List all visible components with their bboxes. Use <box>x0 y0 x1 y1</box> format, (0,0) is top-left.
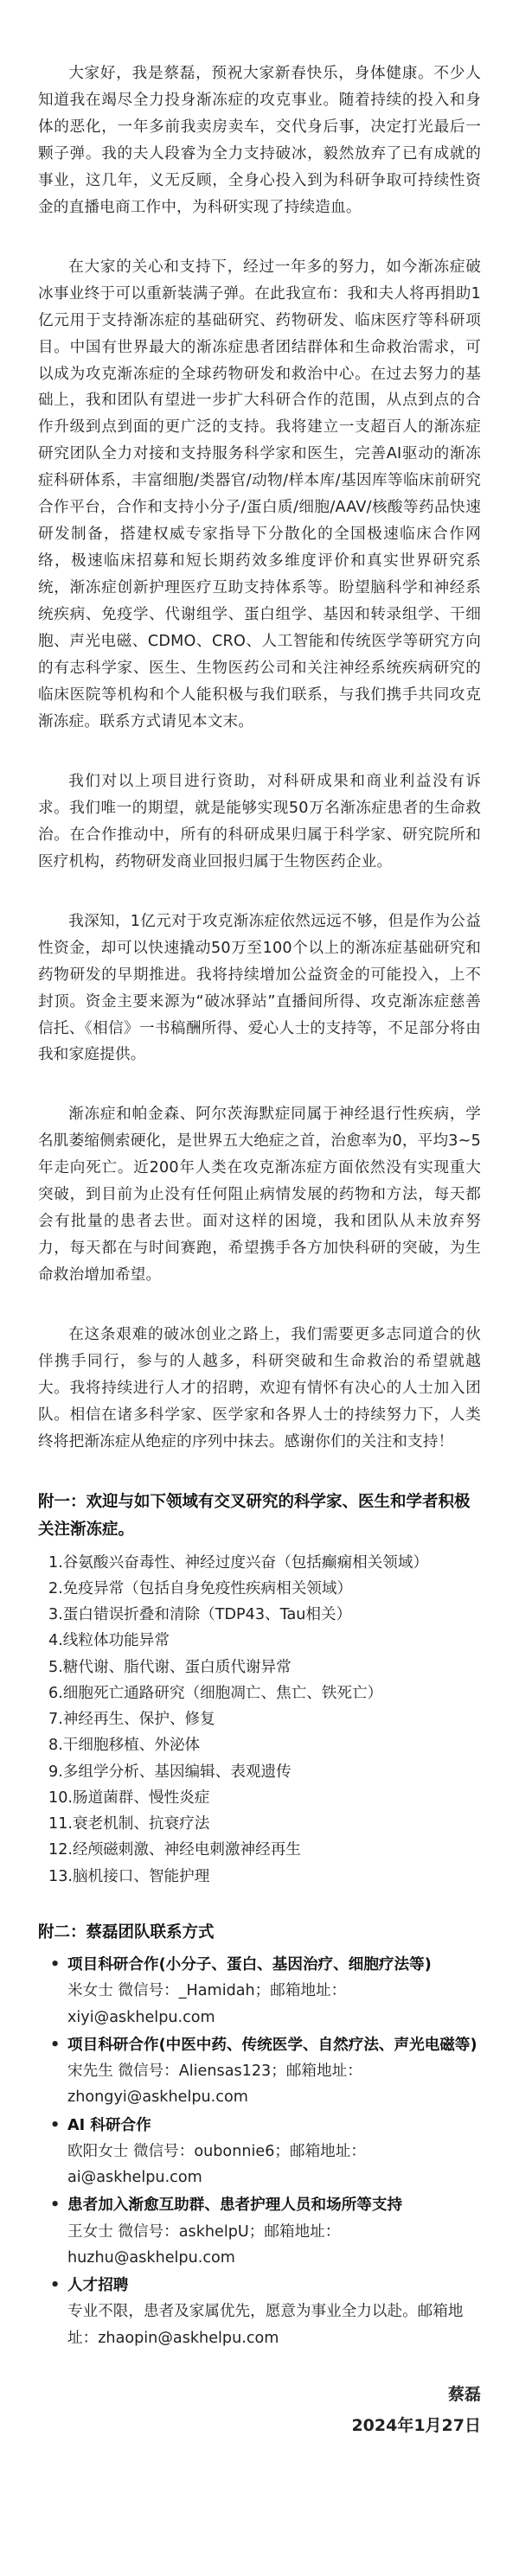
contact-person: 米女士 微信号：_Hamidah；邮箱地址： <box>67 1982 347 2000</box>
paragraph-donation: 在大家的关心和支持下，经过一年多的努力，如今渐冻症破冰事业终于可以重新装满子弹。在此我宣布：我和夫人将再捐助1亿元用于支持渐冻症的基础研究、药物研发、临床医疗等科研项目。中国有世界最大的渐冻症患者团结群体和生命救治需求，可以成为攻克渐冻症的全球药物研发和救治中心。在过去努力的基础上，我和团队有望进一步扩大科研合作的范围，从点到点的合作升级到点到面的更广泛的支持。我将建立一支超百人的渐冻症研究团队全力对接和支持服务科学家和医生，完善AI驱动的渐冻症科研体系，丰富细胞/类器官/动物/样本库/基因库等临床前研究合作平台，合作和支持小分子/蛋白质/细胞/AAV/核酸等药品快速研发制备，搭建权威专家指导下分散化的全国极速临床合作网络，极速临床招募和短长期药效多维度评价和真实世界研究系统，渐冻症创新护理医疗互助支持体系等。盼望脑科学和神经系统疾病、免疫学、代谢组学、蛋白组学、基因和转录组学、干细胞、声光电磁、CDMO、CRO、人工智能和传统医学等研究方向的有志科学家、医生、生物医药公司和关注神经系统疾病研究的临床医院等机构和个人能积极与我们联系，与我们携手共同攻克渐冻症。联系方式请见本文末。 <box>38 258 481 730</box>
contact-item-research-molecular <box>50 1952 481 2031</box>
appendix-contacts <box>38 1919 481 2351</box>
appendix-2-title: 附二：蔡磊团队联系方式 <box>38 1922 215 1942</box>
contact-list <box>38 1952 481 2351</box>
bullet-icon: • <box>50 2036 61 2054</box>
contact-email[interactable]: xiyi@askhelpu.com <box>67 2008 215 2026</box>
contact-category: AI 科研合作 <box>67 2116 151 2134</box>
paragraph-disease-background: 渐冻症和帕金森、阿尔茨海默症同属于神经退行性疾病，学名肌萎缩侧索硬化，是世界五大绝症之首，治愈率为0，平均3~5年走向死亡。近200年人类在攻克渐冻症方面依然没有实现重大突破，到目前为止没有任何阻止病情发展的药物和方法，每天都会有批量的患者去世。面对这样的困境，我和团队从未放弃努力，每天都在与时间赛跑，希望携手各方加快科研的突破，为生命救治增加希望。 <box>38 1106 481 1285</box>
signature-date: 2024年1月27日 <box>351 2416 481 2436</box>
signature-name: 蔡磊 <box>447 2384 481 2404</box>
contact-category: 人才招聘 <box>67 2277 129 2295</box>
contact-item-recruitment <box>50 2273 481 2351</box>
research-field-item: 9.多组学分析、基因编辑、表观遗传 <box>48 1763 292 1781</box>
contact-person: 欧阳女士 微信号：oubonnie6；邮箱地址： <box>67 2142 366 2160</box>
contact-category: 患者加入渐愈互助群、患者护理人员和场所等支持 <box>67 2197 403 2215</box>
contact-email[interactable]: ai@askhelpu.com <box>67 2169 202 2187</box>
contact-item-research-tcm <box>50 2032 481 2111</box>
research-field-item: 3.蛋白错误折叠和清除（TDP43、Tau相关） <box>48 1606 352 1624</box>
paragraph-funding-terms: 我们对以上项目进行资助，对科研成果和商业利益没有诉求。我们唯一的期望，就是能够实现50万名渐冻症患者的生命救治。在合作推动中，所有的科研成果归属于科学家、研究院所和医疗机构，药物研发商业回报归属于生物医药企业。 <box>38 772 481 870</box>
bullet-icon: • <box>50 2116 61 2134</box>
paragraph-recruitment: 在这条艰难的破冰创业之路上，我们需要更多志同道合的伙伴携手同行，参与的人越多，科研突破和生命救治的希望就越大。我将持续进行人才的招聘，欢迎有情怀有决心的人士加入团队。相信在诸多科学家、医学家和各界人士的持续努力下，人类终将把渐冻症从绝症的序列中抹去。感谢你们的关注和支持！ <box>38 1326 481 1451</box>
research-field-item: 1.谷氨酸兴奋毒性、神经过度兴奋（包括癫痫相关领域） <box>48 1553 429 1572</box>
appendix-research-fields <box>38 1489 481 1890</box>
bullet-icon: • <box>50 2277 61 2295</box>
research-field-item: 10.肠道菌群、慢性炎症 <box>48 1789 210 1807</box>
bullet-icon: • <box>50 1956 61 1974</box>
research-field-item: 7.神经再生、保护、修复 <box>48 1711 215 1729</box>
research-field-item: 11.衰老机制、抗衰疗法 <box>48 1815 210 1833</box>
contact-email[interactable]: huzhu@askhelpu.com <box>67 2248 235 2267</box>
contact-item-patient-support <box>50 2192 481 2271</box>
contact-person: 王女士 微信号：askhelpU；邮箱地址： <box>67 2222 341 2241</box>
research-field-item: 4.线粒体功能异常 <box>48 1632 170 1650</box>
contact-person: 宋先生 微信号：Aliensas123；邮箱地址： <box>67 2063 362 2081</box>
appendix-1-title: 附一：欢迎与如下领域有交叉研究的科学家、医生和学者积极关注渐冻症。 <box>38 1492 471 1540</box>
contact-item-ai <box>50 2113 481 2191</box>
contact-category: 项目科研合作(中医中药、传统医学、自然疗法、声光电磁等) <box>67 2036 477 2054</box>
research-field-item: 12.经颅磁刺激、神经电刺激神经再生 <box>48 1841 301 1859</box>
research-field-item: 5.糖代谢、脂代谢、蛋白质代谢异常 <box>48 1658 292 1676</box>
paragraph-funding-source: 我深知，1亿元对于攻克渐冻症依然远远不够，但是作为公益性资金，却可以快速撬动50万至100个以上的渐冻症基础研究和药物研发的早期推进。我将持续增加公益资金的可能投入，上不封顶。资金主要来源为“破冰驿站”直播间所得、攻克渐冻症慈善信托、《相信》一书稿酬所得、爱心人士的支持等，不足部分将由我和家庭提供。 <box>38 912 481 1064</box>
signature-block <box>38 2379 481 2441</box>
paragraph-intro: 大家好，我是蔡磊，预祝大家新春快乐，身体健康。不少人知道我在竭尽全力投身渐冻症的攻克事业。随着持续的投入和身体的恶化，一年多前我卖房卖车，交代身后事，决定打光最后一颗子弹。我的夫人段睿为全力支持破冰，毅然放弃了已有成就的事业，这几年，义无反顾，全身心投入到为科研争取可持续性资金的直播电商工作中，为科研实现了持续造血。 <box>38 65 481 216</box>
research-field-list <box>38 1550 481 1890</box>
research-field-item: 13.脑机接口、智能护理 <box>48 1867 210 1885</box>
bullet-icon: • <box>50 2197 61 2215</box>
research-field-item: 2.免疫异常（包括自身免疫性疾病相关领域） <box>48 1579 353 1597</box>
contact-email[interactable]: zhongyi@askhelpu.com <box>67 2088 248 2107</box>
contact-recruitment-details[interactable]: 专业不限，患者及家属优先，愿意为事业全力以赴。邮箱地址：zhaopin@askhelpu.com <box>67 2303 464 2347</box>
contact-category: 项目科研合作(小分子、蛋白、基因治疗、细胞疗法等) <box>67 1956 432 1974</box>
research-field-item: 6.细胞死亡通路研究（细胞凋亡、焦亡、铁死亡） <box>48 1684 383 1702</box>
research-field-item: 8.干细胞移植、外泌体 <box>48 1737 201 1755</box>
